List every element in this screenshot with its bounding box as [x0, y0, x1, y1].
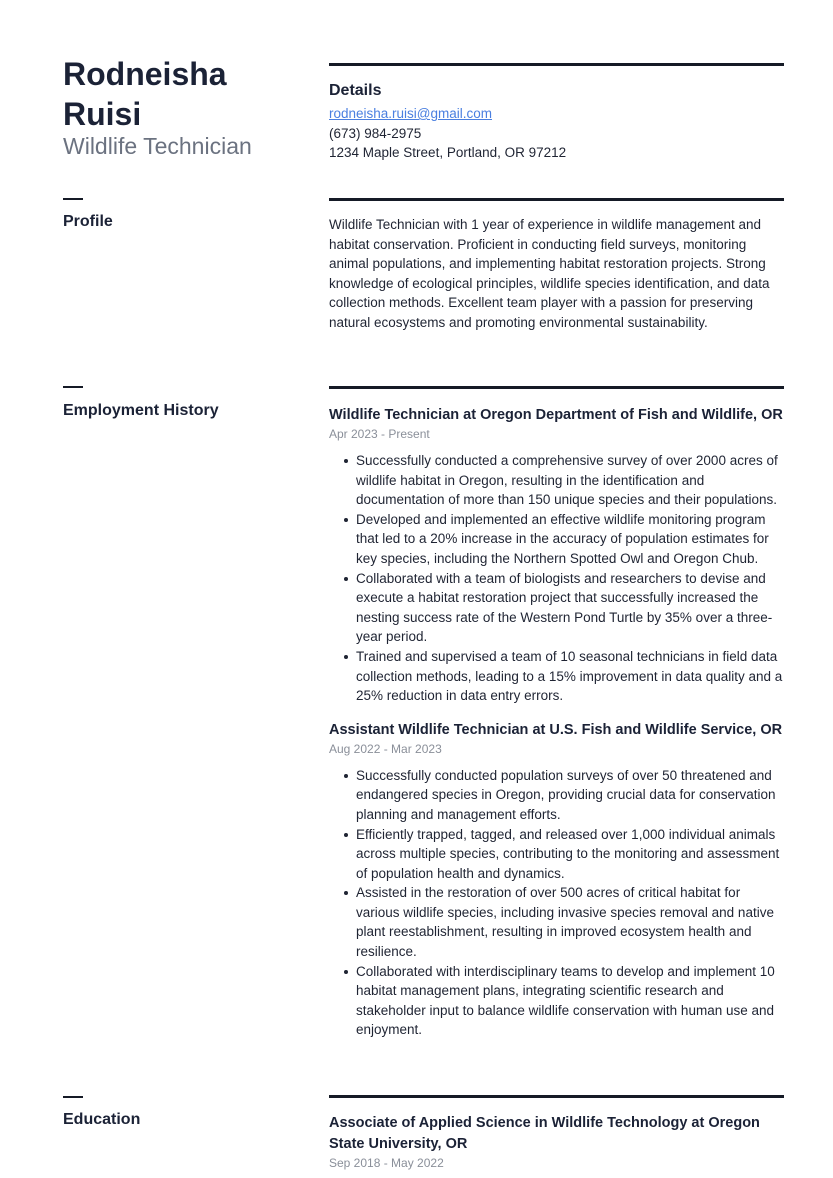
details-heading: Details	[329, 82, 382, 99]
education-heading: Education	[63, 1111, 141, 1128]
job-entry	[329, 405, 787, 706]
profile-divider	[329, 198, 784, 201]
job-entry	[329, 720, 787, 1040]
email-link[interactable]: rodneisha.ruisi@gmail.com	[329, 106, 493, 121]
details-block	[329, 104, 566, 163]
profile-heading: Profile	[63, 213, 113, 230]
job-entry-title: Wildlife Technician at Oregon Department of Fish and Wildlife, OR	[329, 407, 783, 423]
employment-dash	[63, 386, 83, 388]
education-entry	[329, 1113, 769, 1171]
candidate-name	[63, 54, 303, 134]
bullet-item: Collaborated with interdisciplinary teams to develop and implement 10 habitat management plans, integrating scientific research and stakeholder input to balance wildlife conservation with human use and enjoyment.	[356, 962, 787, 1040]
bullet-item: Assisted in the restoration of over 500 acres of critical habitat for various wildlife species, including invasive species removal and native plant reestablishment, resulting in improved ecosystem health and resilience.	[356, 883, 787, 961]
employment-heading: Employment History	[63, 402, 219, 419]
job-title: Wildlife Technician	[63, 133, 252, 159]
last-name: Ruisi	[63, 96, 142, 132]
education-dash	[63, 1096, 83, 1098]
job-bullets	[329, 451, 787, 706]
bullet-item: Successfully conducted a comprehensive survey of over 2000 acres of wildlife habitat in Oregon, resulting in the identification and documentation of more than 150 unique species and their populations.	[356, 451, 787, 510]
details-divider	[329, 63, 784, 66]
job-entry-date: Aug 2022 - Mar 2023	[329, 741, 442, 756]
job-entry-title: Assistant Wildlife Technician at U.S. Fish and Wildlife Service, OR	[329, 721, 783, 738]
bullet-item: Developed and implemented an effective wildlife monitoring program that led to a 20% increase in the accuracy of population estimates for key species, including the Northern Spotted Owl and Oregon Chub.	[356, 510, 787, 569]
phone-number: (673) 984-2975	[329, 125, 422, 141]
profile-text: Wildlife Technician with 1 year of experience in wildlife management and habitat conservation. Proficient in conducting field surveys, monitoring animal populations, and implementing habitat restoration projects. Strong knowledge of ecological principles, wildlife species identification, and data collection methods. Excellent team player with a passion for preserving natural ecosystems and promoting environmental sustainability.	[329, 217, 770, 330]
address: 1234 Maple Street, Portland, OR 97212	[329, 145, 567, 160]
bullet-item: Collaborated with a team of biologists and researchers to devise and execute a habitat restoration project that successfully increased the nesting success rate of the Western Pond Turtle by 35% over a three-year period.	[356, 569, 787, 647]
bullet-item: Trained and supervised a team of 10 seasonal technicians in field data collection methods, leading to a 15% improvement in data quality and a 25% reduction in data entry errors.	[356, 647, 787, 706]
education-entry-date: Sep 2018 - May 2022	[329, 1156, 444, 1170]
job-bullets	[329, 766, 787, 1040]
education-entry-title: Associate of Applied Science in Wildlife Technology at Oregon State University, OR	[329, 1115, 760, 1152]
employment-list	[329, 405, 787, 1054]
job-entry-date: Apr 2023 - Present	[329, 427, 430, 441]
first-name: Rodneisha	[63, 56, 227, 92]
employment-divider	[329, 386, 784, 389]
education-divider	[329, 1095, 784, 1098]
profile-dash	[63, 198, 83, 200]
bullet-item: Efficiently trapped, tagged, and released over 1,000 individual animals across multiple species, contributing to the monitoring and assessment of population health and dynamics.	[356, 825, 787, 884]
bullet-item: Successfully conducted population surveys of over 50 threatened and endangered species in Oregon, providing crucial data for conservation planning and management efforts.	[356, 766, 787, 825]
